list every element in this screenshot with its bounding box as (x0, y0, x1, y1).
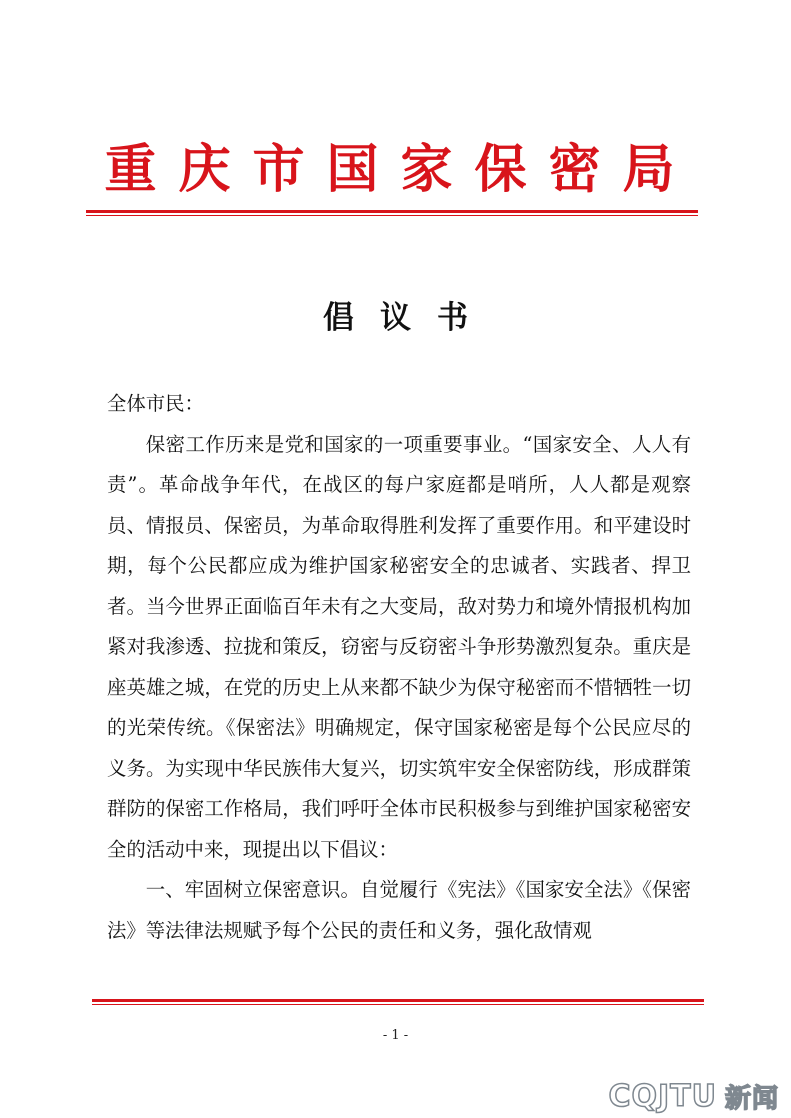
body-paragraph: 保密工作历来是党和国家的一项重要事业。“国家安全、人人有责”。革命战争年代，在战区的每户家庭都是哨所，人人都是观察员、情报员、保密员，为革命取得胜利发挥了重要作用。和平建设时期，每个公民都应成为维护国家秘密安全的忠诚者、实践者、捍卫者。当今世界正面临百年未有之大变局，敌对势力和境外情报机构加紧对我渗透、拉拢和策反，窃密与反窃密斗争形势激烈复杂。重庆是座英雄之城，在党的历史上从来都不缺少为保守秘密而不惜牺牲一切的光荣传统。《保密法》明确规定，保守国家秘密是每个公民应尽的义务。为实现中华民族伟大复兴，切实筑牢安全保密防线，形成群策群防的保密工作格局，我们呼吁全体市民积极参与到维护国家秘密安全的活动中来，现提出以下倡议： (107, 432, 691, 861)
footer-rule-thin (92, 1004, 704, 1005)
body-paragraph: 一、牢固树立保密意识。自觉履行《宪法》《国家安全法》《保密法》等法律法规赋予每个公民的责任和义务，强化敌情观 (107, 878, 691, 942)
issuer-header-title: 重庆市国家保密局 (104, 139, 697, 200)
watermark-logo (608, 1078, 779, 1114)
document-body (107, 384, 691, 951)
watermark-chinese: 新闻 (724, 1083, 779, 1114)
page-number: - 1 - (382, 1028, 409, 1043)
header-rule-thin (86, 215, 698, 216)
footer-rule-thick (92, 999, 704, 1002)
document-title: 倡议书 (323, 300, 494, 336)
salutation: 全体市民： (107, 392, 204, 415)
header-rule-thick (86, 210, 698, 213)
watermark-latin: CQJTU (608, 1078, 717, 1114)
